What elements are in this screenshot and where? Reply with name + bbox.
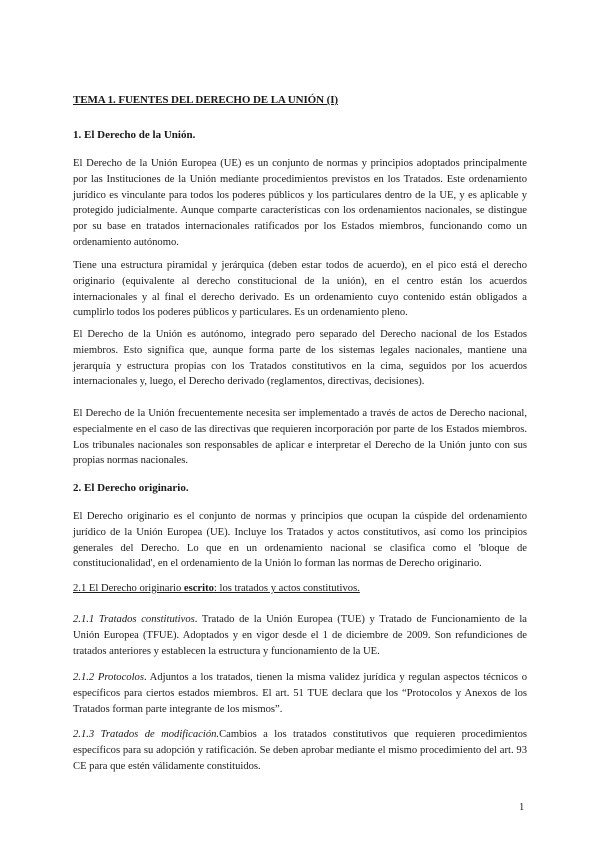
section-2-heading: 2. El Derecho originario. <box>73 482 189 494</box>
section-1-paragraph-1: El Derecho de la Unión Europea (UE) es un conjunto de normas y principios adoptados principalmente por las Instituciones de la Unión mediante procedimientos previstos en los Tratados. Este ordenamiento jurídico es vinculante para todos los poderes públicos y los particulares dentro de la UE, y es aplicable y protegido judicialmente. Aunque comparte características con los ordenamientos nacionales, se distingue por su base en tratados internacionales ratificados por los Estados miembros, funcionando como un ordenamiento autónomo. <box>73 158 527 248</box>
section-1-paragraph-3: El Derecho de la Unión es autónomo, integrado pero separado del Derecho nacional de los Estados miembros. Esto significa que, aunque forma parte de los sistemas legales nacionales, mantiene una jerarquía y estructura propias con los Tratados constitutivos en la cima, seguidos por los acuerdos internacionales y, luego, el Derecho derivado (reglamentos, directivas, decisiones). <box>73 329 527 388</box>
subsection-2-1-heading-emphasis: escrito <box>183 583 214 594</box>
subsection-2-1-heading <box>73 581 360 597</box>
section-1-paragraph-2: Tiene una estructura piramidal y jerárquica (deben estar todos de acuerdo), en el pico está el derecho originario (equivalente al derecho constitucional de la unión), en el centro están los acuerdos internacionales y al final el derecho derivado. Es un ordenamiento cuyo contenido están obligados a cumplirlo todos los poderes públicos y particulares. Es un ordenamiento pleno. <box>73 260 527 319</box>
item-2-1-2-text: . Adjuntos a los tratados, tienen la misma validez jurídica y regulan aspectos técnicos o específicos para ciertos estados miembros. El art. 51 TUE declara que los “Protocolos y Anexos de los Tratados forman parte integrante de los mismos”. <box>73 672 527 715</box>
document-title: TEMA 1. FUENTES DEL DERECHO DE LA UNIÓN (I) <box>73 94 338 106</box>
subsection-2-1-heading-part-c: : los tratados y actos constitutivos. <box>213 583 360 594</box>
item-2-1-1-text: . Tratado de la Unión Europea (TUE) y Tratado de Funcionamiento de la Unión Europea (TFUE). Adoptados y en vigor desde el 1 de diciembre de 2009. Son refundiciones de tratados anteriores y establecen la estructura y funcionamiento de la UE. <box>73 614 527 657</box>
subsection-2-1-heading-part-a: 2.1 El Derecho originario <box>73 583 184 594</box>
item-2-1-1-label: 2.1.1 Tratados constitutivos <box>73 614 195 625</box>
item-2-1-3 <box>73 727 527 774</box>
section-1-heading: 1. El Derecho de la Unión. <box>73 129 196 141</box>
page-number: 1 <box>519 802 525 813</box>
item-2-1-3-label: 2.1.3 Tratados de modificación. <box>73 729 220 740</box>
item-2-1-2 <box>73 670 527 717</box>
item-2-1-3-text: Cambios a los tratados constitutivos que requieren procedimientos específicos para su adopción y ratificación. Se deben aprobar mediante el mismo procedimiento del art. 93 CE para que estén válidamente constituidos. <box>73 729 527 772</box>
item-2-1-1 <box>73 612 527 659</box>
section-2-paragraph-1: El Derecho originario es el conjunto de normas y principios que ocupan la cúspide del ordenamiento jurídico de la Unión Europea (UE). Incluye los Tratados y actos constitutivos, así como los principios generales del Derecho. Lo que en un ordenamiento nacional se clasifica como el 'bloque de constitucionalidad', en el ordenamiento de la Unión lo forman las normas de Derecho originario. <box>73 511 527 570</box>
section-1-paragraph-4: El Derecho de la Unión frecuentemente necesita ser implementado a través de actos de Derecho nacional, especialmente en el caso de las directivas que requieren incorporación por parte de los Estados miembros. Los tribunales nacionales son responsables de aplicar e interpretar el Derecho de la Unión junto con sus propias normas nacionales. <box>73 408 527 467</box>
item-2-1-2-label: 2.1.2 Protocolos <box>73 672 144 683</box>
